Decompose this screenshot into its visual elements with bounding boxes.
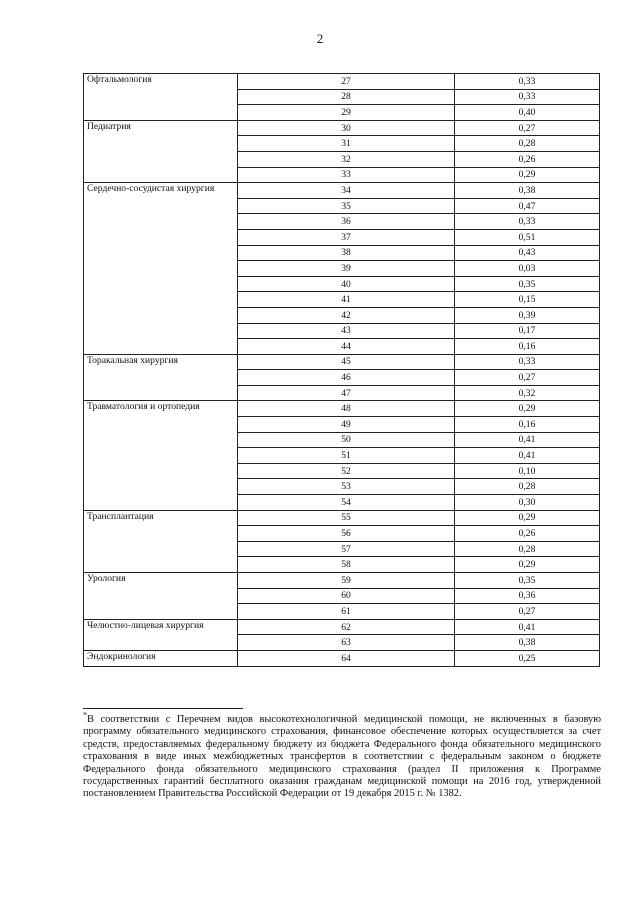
coefficient-cell: 0,41 (455, 619, 600, 635)
coefficient-cell: 0,33 (455, 89, 600, 105)
footnote-text: В соответствии с Перечнем видов высокотехнологичной медицинской помощи, не включенных в базовую программу обязательного медицинского страхования, финансовое обеспечение которых осуществляется за счет средств, предоставляемых федеральному бюджету из бюджета Федерального фонда обязательного медицинского страхования в виде иных межбюджетных трансфертов в соответствии с федеральным законом о бюджете Федерального фонда обязательного медицинского страхования (раздел II приложения к Программе государственных гарантий бесплатного оказания гражданам медицинской помощи на 2016 год, утвержденной постановлением Правительства Российской Федерации от 19 декабря 2015 г. № 1382. (83, 714, 601, 800)
code-cell: 35 (238, 198, 455, 214)
code-cell: 59 (238, 573, 455, 589)
coefficient-cell: 0,27 (455, 370, 600, 386)
coefficient-cell: 0,41 (455, 432, 600, 448)
table-row (84, 650, 600, 666)
coefficient-cell: 0,25 (455, 650, 600, 666)
table-row (84, 510, 600, 526)
coefficient-cell: 0,16 (455, 417, 600, 433)
coefficient-cell: 0,29 (455, 557, 600, 573)
code-cell: 37 (238, 229, 455, 245)
code-cell: 63 (238, 635, 455, 651)
coefficient-cell: 0,28 (455, 541, 600, 557)
code-cell: 54 (238, 495, 455, 511)
code-cell: 33 (238, 167, 455, 183)
coefficient-cell: 0,28 (455, 136, 600, 152)
specialty-cell: Урология (84, 573, 238, 620)
code-cell: 38 (238, 245, 455, 261)
coefficient-cell: 0,03 (455, 261, 600, 277)
code-cell: 53 (238, 479, 455, 495)
coefficient-table (83, 73, 600, 667)
code-cell: 41 (238, 292, 455, 308)
code-cell: 45 (238, 354, 455, 370)
coefficient-cell: 0,36 (455, 588, 600, 604)
footnote-mark: * (83, 710, 87, 720)
specialty-cell: Челюстно-лицевая хирургия (84, 619, 238, 650)
coefficient-cell: 0,30 (455, 495, 600, 511)
code-cell: 51 (238, 448, 455, 464)
specialty-cell: Травматология и ортопедия (84, 401, 238, 510)
specialty-cell: Офтальмология (84, 74, 238, 121)
coefficient-cell: 0,35 (455, 276, 600, 292)
specialty-cell: Педиатрия (84, 120, 238, 182)
coefficient-cell: 0,15 (455, 292, 600, 308)
coefficient-cell: 0,29 (455, 167, 600, 183)
coefficient-cell: 0,40 (455, 105, 600, 121)
table-row (84, 354, 600, 370)
code-cell: 44 (238, 339, 455, 355)
code-cell: 39 (238, 261, 455, 277)
coefficient-cell: 0,35 (455, 573, 600, 589)
coefficient-cell: 0,27 (455, 604, 600, 620)
code-cell: 31 (238, 136, 455, 152)
table-row (84, 401, 600, 417)
coefficient-cell: 0,28 (455, 479, 600, 495)
coefficient-cell: 0,47 (455, 198, 600, 214)
coefficient-cell: 0,26 (455, 526, 600, 542)
specialty-cell: Торакальная хирургия (84, 354, 238, 401)
coefficient-cell: 0,26 (455, 151, 600, 167)
coefficient-cell: 0,41 (455, 448, 600, 464)
code-cell: 55 (238, 510, 455, 526)
coefficient-cell: 0,10 (455, 463, 600, 479)
code-cell: 58 (238, 557, 455, 573)
code-cell: 64 (238, 650, 455, 666)
code-cell: 27 (238, 74, 455, 90)
table-row (84, 619, 600, 635)
code-cell: 56 (238, 526, 455, 542)
coefficient-cell: 0,16 (455, 339, 600, 355)
table-row (84, 120, 600, 136)
coefficient-cell: 0,38 (455, 635, 600, 651)
coefficient-cell: 0,43 (455, 245, 600, 261)
code-cell: 52 (238, 463, 455, 479)
specialty-cell: Трансплантация (84, 510, 238, 572)
page-number: 2 (316, 31, 324, 46)
code-cell: 46 (238, 370, 455, 386)
code-cell: 40 (238, 276, 455, 292)
coefficient-cell: 0,33 (455, 74, 600, 90)
coefficient-cell: 0,17 (455, 323, 600, 339)
coefficient-cell: 0,39 (455, 307, 600, 323)
code-cell: 36 (238, 214, 455, 230)
specialty-cell: Сердечно-сосудистая хирургия (84, 183, 238, 355)
code-cell: 28 (238, 89, 455, 105)
code-cell: 30 (238, 120, 455, 136)
code-cell: 60 (238, 588, 455, 604)
coefficient-cell: 0,29 (455, 401, 600, 417)
coefficient-cell: 0,33 (455, 354, 600, 370)
table-row (84, 183, 600, 199)
code-cell: 29 (238, 105, 455, 121)
code-cell: 49 (238, 417, 455, 433)
footnote-divider (83, 708, 243, 709)
table-row (84, 74, 600, 90)
code-cell: 62 (238, 619, 455, 635)
code-cell: 48 (238, 401, 455, 417)
code-cell: 47 (238, 385, 455, 401)
code-cell: 42 (238, 307, 455, 323)
code-cell: 34 (238, 183, 455, 199)
coefficient-cell: 0,27 (455, 120, 600, 136)
specialty-cell: Эндокринология (84, 650, 238, 666)
coefficient-cell: 0,51 (455, 229, 600, 245)
coefficient-cell: 0,32 (455, 385, 600, 401)
code-cell: 50 (238, 432, 455, 448)
table-row (84, 573, 600, 589)
code-cell: 43 (238, 323, 455, 339)
coefficient-cell: 0,38 (455, 183, 600, 199)
code-cell: 61 (238, 604, 455, 620)
table-body (84, 74, 600, 667)
footnote (83, 710, 601, 801)
code-cell: 32 (238, 151, 455, 167)
code-cell: 57 (238, 541, 455, 557)
coefficient-cell: 0,33 (455, 214, 600, 230)
coefficient-cell: 0,29 (455, 510, 600, 526)
